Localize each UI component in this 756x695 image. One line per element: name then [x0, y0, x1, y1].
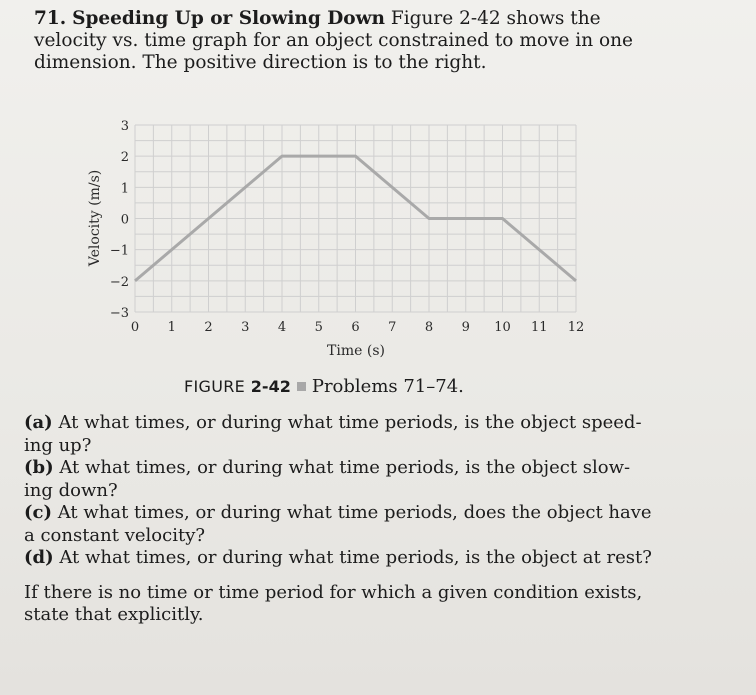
x-tick-label: 6: [351, 320, 360, 335]
x-tick-label: 7: [388, 320, 397, 335]
x-tick-label: 10: [494, 320, 511, 335]
x-tick-label: 5: [314, 320, 323, 335]
question-label: (c): [24, 502, 52, 523]
x-tick-label: 8: [424, 320, 434, 335]
caption-text: Problems 71–74.: [311, 376, 464, 397]
y-axis-ticks: [110, 119, 129, 321]
question-b: [24, 457, 654, 502]
x-axis-ticks: [131, 320, 584, 335]
x-tick-label: 3: [241, 320, 250, 335]
instruction-note: If there is no time or time period for which a given condition exists, state that explicitly.: [24, 581, 643, 625]
figure-word: FIGURE: [184, 377, 246, 396]
question-d: [24, 547, 654, 570]
caption-separator-icon: [297, 382, 306, 391]
y-tick-label: −2: [109, 274, 129, 290]
question-text: At what times, or during what time periods, is the object slow-ing down?: [24, 457, 631, 501]
y-tick-label: 3: [120, 119, 129, 134]
question-text: At what times, or during what time periods, is the object speed-ing up?: [24, 412, 642, 456]
y-axis-label: Velocity (m/s): [87, 169, 103, 267]
question-text: At what times, or during what time periods, is the object at rest?: [59, 547, 652, 568]
x-tick-label: 9: [461, 320, 470, 335]
figure-caption: [184, 376, 464, 397]
question-label: (d): [24, 547, 54, 568]
x-tick-label: 1: [167, 320, 176, 335]
problem-title: Speeding Up or Slowing Down: [72, 8, 386, 29]
question-text: At what times, or during what time periods, does the object have a constant velocity?: [24, 502, 652, 546]
question-list: [24, 412, 654, 627]
question-c: [24, 502, 654, 547]
x-tick-label: 2: [204, 320, 213, 335]
x-tick-label: 12: [567, 320, 585, 335]
y-tick-label: 0: [120, 212, 129, 228]
problem-number: 71.: [34, 8, 67, 29]
x-axis-label: Time (s): [327, 343, 385, 359]
question-a: [24, 412, 654, 457]
x-tick-label: 11: [530, 320, 548, 335]
x-tick-label: 4: [277, 320, 287, 335]
y-tick-label: 2: [120, 150, 129, 166]
question-label: (b): [24, 457, 54, 478]
figure-number: 2-42: [250, 377, 291, 396]
chart-grid: [135, 125, 576, 312]
y-tick-label: −3: [109, 306, 129, 321]
question-label: (a): [24, 412, 53, 433]
problem-text: Figure 2-42 shows the velocity vs. time graph for an object constrained to move in one dimension. The positive direction is to the right.: [34, 8, 634, 73]
x-tick-label: 0: [130, 320, 140, 335]
y-tick-label: −1: [109, 243, 129, 259]
y-tick-label: 1: [120, 181, 129, 197]
